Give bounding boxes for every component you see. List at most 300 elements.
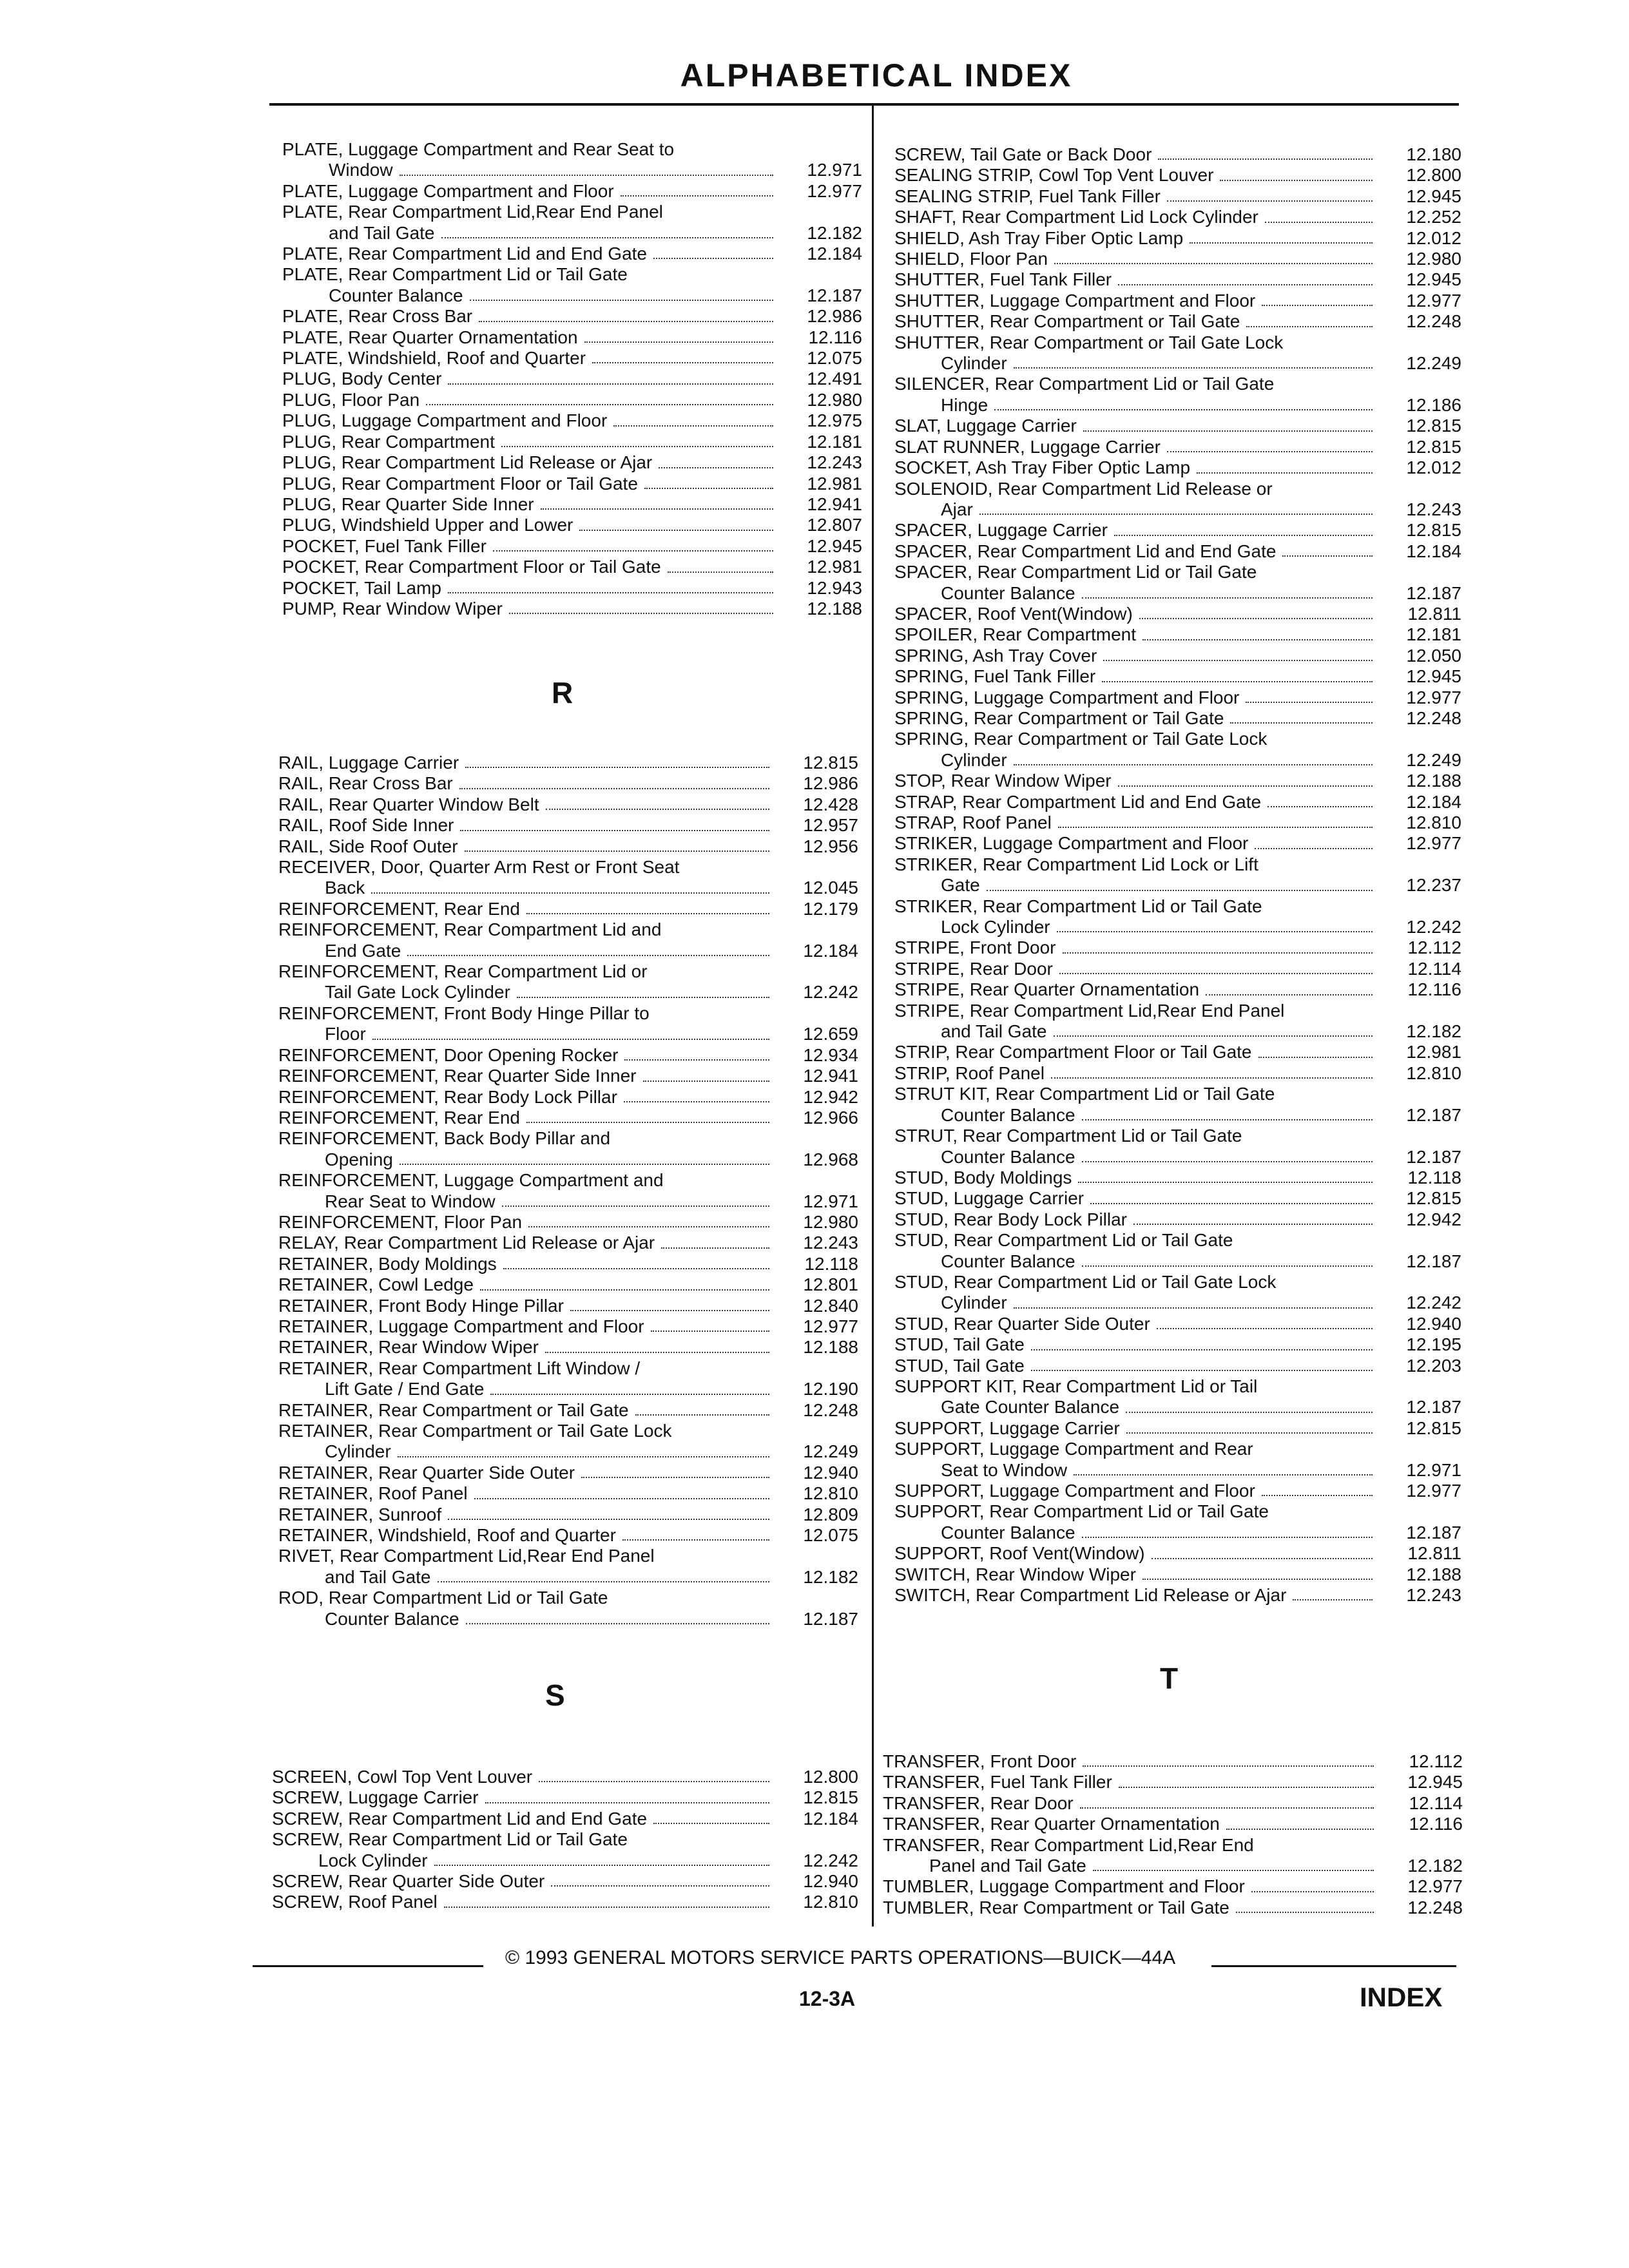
entry-text: REINFORCEMENT, Rear End	[278, 1107, 520, 1128]
entry-page-ref: 12.075	[803, 1525, 858, 1546]
entry-text: Counter Balance	[941, 1251, 1075, 1271]
entry-text: STUD, Tail Gate	[894, 1355, 1025, 1376]
entry-page-ref: 12.242	[1406, 917, 1461, 937]
index-entry	[278, 836, 858, 857]
entry-text: TRANSFER, Front Door	[883, 1751, 1077, 1771]
entry-text: SOLENOID, Rear Compartment Lid Release or	[894, 478, 1273, 499]
dot-leader	[1142, 624, 1373, 640]
entry-page-ref: 12.815	[1406, 1188, 1461, 1209]
dot-leader	[1262, 1481, 1373, 1496]
entry-page-ref: 12.180	[1406, 144, 1461, 164]
entry-text: RAIL, Roof Side Inner	[278, 815, 454, 836]
entry-text: POCKET, Tail Lamp	[282, 577, 441, 598]
entry-text: PUMP, Rear Window Wiper	[282, 598, 503, 619]
dot-leader	[1082, 583, 1373, 599]
dot-leader	[528, 1212, 769, 1227]
dot-leader	[1265, 207, 1373, 222]
entry-text: REINFORCEMENT, Rear Compartment Lid or	[278, 961, 648, 982]
dot-leader	[1133, 1209, 1373, 1225]
entry-text: SPACER, Rear Compartment Lid and End Gate	[894, 541, 1277, 561]
index-entry	[282, 306, 862, 327]
index-entry	[894, 729, 1461, 771]
index-entry	[282, 474, 862, 494]
entry-text: Opening	[325, 1149, 393, 1169]
entry-page-ref: 12.945	[1406, 186, 1461, 206]
dot-leader	[1293, 1585, 1373, 1600]
index-entry	[278, 1400, 858, 1421]
entry-page-ref: 12.977	[1406, 1481, 1461, 1501]
index-entry	[894, 228, 1461, 249]
entry-text: PLATE, Rear Quarter Ornamentation	[282, 327, 578, 347]
entry-text: End Gate	[325, 940, 401, 961]
index-entry	[278, 1463, 858, 1483]
dot-leader	[490, 1379, 769, 1394]
entry-page-ref: 12.249	[1406, 749, 1461, 770]
index-entry	[894, 1585, 1461, 1606]
entry-text: SHIELD, Floor Pan	[894, 249, 1048, 269]
entry-page-ref: 12.941	[803, 1066, 858, 1086]
index-entry	[894, 1209, 1461, 1230]
entry-text: PLATE, Rear Compartment Lid and End Gate	[282, 244, 647, 264]
entry-page-ref: 12.942	[803, 1086, 858, 1107]
index-entry	[278, 1087, 858, 1108]
entry-text: PLUG, Luggage Compartment and Floor	[282, 410, 608, 431]
index-entry	[282, 244, 862, 264]
entry-page-ref: 12.012	[1406, 227, 1461, 248]
entry-page-ref: 12.815	[803, 753, 858, 773]
dot-leader	[509, 599, 773, 614]
entry-page-ref: 12.116	[808, 327, 862, 347]
entry-page-ref: 12.195	[1406, 1334, 1461, 1355]
entry-page-ref: 12.945	[1406, 666, 1461, 687]
dot-leader	[1054, 1021, 1373, 1037]
dot-leader	[613, 410, 773, 426]
entry-page-ref: 12.807	[807, 515, 862, 535]
entry-page-ref: 12.977	[1407, 1876, 1463, 1897]
entry-page-ref: 12.810	[1406, 1062, 1461, 1083]
index-entry	[278, 1045, 858, 1066]
entry-text: STUD, Tail Gate	[894, 1334, 1025, 1355]
dot-leader	[1063, 937, 1373, 953]
entry-page-ref: 12.181	[1406, 624, 1461, 645]
index-entry	[278, 1316, 858, 1337]
entry-page-ref: 12.977	[803, 1316, 858, 1336]
index-entry	[282, 536, 862, 557]
entry-page-ref: 12.800	[1406, 165, 1461, 186]
entry-page-ref: 12.840	[803, 1295, 858, 1316]
dot-leader	[1152, 1543, 1373, 1559]
dot-leader	[653, 1809, 769, 1824]
entry-page-ref: 12.811	[1407, 603, 1461, 624]
index-entry	[272, 1871, 858, 1892]
entry-text: Floor	[325, 1024, 366, 1044]
entry-text: STRIKER, Luggage Compartment and Floor	[894, 833, 1249, 854]
index-entry	[278, 1525, 858, 1546]
index-entry	[894, 812, 1461, 833]
index-entry	[278, 1108, 858, 1128]
entry-page-ref: 12.237	[1406, 875, 1461, 896]
dot-leader	[1103, 646, 1373, 661]
dot-leader	[1258, 1042, 1373, 1057]
index-entry	[894, 291, 1461, 311]
entry-text: and Tail Gate	[325, 1566, 431, 1587]
entry-page-ref: 12.491	[807, 369, 862, 389]
entry-page-ref: 12.815	[1406, 1418, 1461, 1438]
entry-text: SHUTTER, Rear Compartment or Tail Gate Lock	[894, 332, 1284, 352]
dot-leader	[621, 181, 773, 197]
dot-leader	[570, 1296, 769, 1311]
index-entry	[894, 207, 1461, 227]
dot-leader	[438, 1567, 770, 1582]
entry-text: Counter Balance	[329, 285, 463, 305]
entry-text: STRIP, Rear Compartment Floor or Tail Gate	[894, 1042, 1252, 1062]
entry-page-ref: 12.243	[1406, 499, 1461, 519]
dot-leader	[1054, 249, 1373, 264]
index-entry	[282, 452, 862, 473]
entry-text: SHUTTER, Luggage Compartment and Floor	[894, 290, 1256, 311]
index-entry	[894, 1501, 1461, 1543]
dot-leader	[444, 1892, 769, 1907]
index-entry	[894, 1084, 1461, 1126]
section-heading-s: S	[545, 1678, 565, 1712]
index-entry	[282, 494, 862, 515]
dot-leader	[371, 878, 769, 893]
index-entry	[282, 181, 862, 202]
entry-text: SCREW, Luggage Carrier	[272, 1787, 479, 1808]
entry-text: RAIL, Rear Quarter Window Belt	[278, 794, 539, 814]
entry-text: STRAP, Rear Compartment Lid and End Gate	[894, 791, 1262, 812]
entry-page-ref: 12.428	[803, 794, 858, 814]
index-entry	[883, 1793, 1463, 1814]
entry-page-ref: 12.977	[807, 180, 862, 201]
dot-leader	[1282, 541, 1373, 557]
entry-text: RELAY, Rear Compartment Lid Release or Ajar	[278, 1233, 655, 1253]
entry-text: SCREW, Rear Compartment Lid or Tail Gate	[272, 1829, 628, 1850]
entry-text: PLUG, Rear Quarter Side Inner	[282, 494, 534, 514]
entry-text: SPRING, Rear Compartment or Tail Gate Lock	[894, 729, 1268, 749]
index-entry	[278, 1483, 858, 1504]
entry-page-ref: 12.184	[1406, 541, 1461, 561]
entry-page-ref: 12.809	[803, 1504, 858, 1524]
entry-page-ref: 12.977	[1406, 833, 1461, 854]
dot-leader	[502, 1191, 769, 1207]
dot-leader	[579, 515, 773, 530]
entry-page-ref: 12.971	[807, 160, 862, 180]
index-entry	[894, 437, 1461, 457]
index-entry	[278, 815, 858, 836]
entry-text: PLATE, Rear Cross Bar	[282, 306, 473, 327]
dot-leader	[1220, 165, 1373, 180]
entry-page-ref: 12.045	[803, 878, 858, 898]
entry-text: REINFORCEMENT, Door Opening Rocker	[278, 1044, 619, 1065]
entry-text: TRANSFER, Rear Compartment Lid,Rear End	[883, 1834, 1254, 1855]
entry-page-ref: 12.243	[803, 1233, 858, 1253]
entry-text: RETAINER, Body Moldings	[278, 1253, 497, 1274]
index-entry	[894, 269, 1461, 290]
entry-page-ref: 12.248	[1407, 1897, 1463, 1917]
dot-leader	[1126, 1418, 1373, 1434]
index-entry	[894, 624, 1461, 645]
dot-leader	[1082, 1105, 1373, 1120]
index-entry	[278, 1128, 858, 1170]
entry-page-ref: 12.810	[803, 1892, 858, 1912]
index-entry	[894, 1188, 1461, 1209]
entry-page-ref: 12.188	[807, 598, 862, 619]
entry-page-ref: 12.986	[807, 306, 862, 327]
entry-text: STRIP, Roof Panel	[894, 1062, 1045, 1083]
index-entry	[894, 1376, 1461, 1418]
entry-page-ref: 12.249	[1406, 353, 1461, 374]
entry-text: RETAINER, Windshield, Roof and Quarter	[278, 1525, 616, 1546]
index-entry	[272, 1767, 858, 1787]
entry-page-ref: 12.012	[1406, 457, 1461, 478]
section-heading-t: T	[1160, 1662, 1179, 1695]
entry-text: TRANSFER, Rear Door	[883, 1792, 1074, 1813]
entry-page-ref: 12.187	[1406, 582, 1461, 603]
index-entry	[894, 854, 1461, 896]
dot-leader	[1268, 792, 1373, 807]
dot-leader	[1102, 666, 1373, 682]
entry-text: and Tail Gate	[941, 1021, 1047, 1042]
dot-leader	[474, 1483, 769, 1499]
entry-page-ref: 12.188	[1406, 1564, 1461, 1584]
dot-leader	[465, 753, 769, 768]
dot-leader	[622, 1525, 769, 1541]
entry-page-ref: 12.801	[803, 1274, 858, 1295]
entry-text: RETAINER, Front Body Hinge Pillar	[278, 1295, 564, 1316]
index-entry	[894, 144, 1461, 165]
entry-page-ref: 12.977	[1406, 290, 1461, 311]
entry-page-ref: 12.118	[1407, 1167, 1461, 1187]
dot-leader	[1082, 1523, 1373, 1538]
entry-page-ref: 12.980	[807, 389, 862, 410]
index-entry	[894, 1334, 1461, 1355]
entry-page-ref: 12.945	[807, 535, 862, 556]
entry-page-ref: 12.815	[1406, 436, 1461, 457]
entry-text: STOP, Rear Window Wiper	[894, 771, 1112, 791]
index-entry	[278, 1170, 858, 1212]
index-entry	[282, 139, 862, 181]
dot-leader	[400, 160, 773, 175]
dot-leader	[1118, 771, 1373, 786]
entry-text: SPOILER, Rear Compartment	[894, 624, 1137, 645]
entry-page-ref: 12.986	[803, 773, 858, 794]
dot-leader	[541, 494, 773, 510]
entry-page-ref: 12.945	[1406, 269, 1461, 290]
dot-leader	[448, 1504, 769, 1520]
entry-text: REINFORCEMENT, Back Body Pillar and	[278, 1128, 611, 1149]
dot-leader	[1190, 228, 1373, 244]
index-entry	[894, 646, 1461, 666]
dot-leader	[635, 1400, 769, 1416]
entry-text: SPACER, Roof Vent(Window)	[894, 603, 1133, 624]
dot-leader	[1051, 1063, 1373, 1079]
entry-page-ref: 12.114	[1409, 1792, 1463, 1813]
dot-leader	[1074, 1460, 1373, 1475]
index-entry	[278, 773, 858, 794]
dot-leader	[1236, 1898, 1374, 1913]
entry-page-ref: 12.182	[803, 1566, 858, 1587]
dot-leader	[661, 1233, 769, 1248]
index-entry	[883, 1751, 1463, 1772]
entry-text: SUPPORT, Luggage Compartment and Rear	[894, 1439, 1253, 1459]
index-entry	[894, 604, 1461, 624]
dot-leader	[1206, 979, 1373, 995]
index-entry	[894, 541, 1461, 562]
entry-text: TRANSFER, Rear Quarter Ornamentation	[883, 1814, 1220, 1834]
dot-leader	[653, 244, 773, 259]
index-entry	[278, 1546, 858, 1588]
dot-leader	[1059, 959, 1373, 974]
dot-leader	[398, 1441, 769, 1457]
index-entry	[278, 1588, 858, 1629]
index-entry	[282, 578, 862, 599]
entry-text: STUD, Luggage Carrier	[894, 1188, 1084, 1209]
entry-text: Counter Balance	[941, 1146, 1075, 1167]
dot-leader	[1126, 1397, 1373, 1412]
index-entry	[894, 1042, 1461, 1062]
dot-leader	[1057, 917, 1373, 932]
index-entry	[278, 794, 858, 815]
dot-leader	[659, 452, 773, 468]
entry-page-ref: 12.184	[807, 244, 862, 264]
entry-page-ref: 12.112	[1407, 937, 1461, 958]
entry-text: Cylinder	[941, 749, 1007, 770]
entry-page-ref: 12.182	[807, 222, 862, 243]
dot-leader	[470, 285, 773, 301]
index-entry	[278, 1358, 858, 1400]
index-entry	[282, 599, 862, 619]
entry-text: STRUT, Rear Compartment Lid or Tail Gate	[894, 1126, 1242, 1146]
index-entry	[894, 374, 1461, 416]
entry-text: SLAT RUNNER, Luggage Carrier	[894, 436, 1161, 457]
index-entry	[282, 348, 862, 369]
entry-text: SEALING STRIP, Fuel Tank Filler	[894, 186, 1161, 206]
entry-text: Panel and Tail Gate	[929, 1856, 1086, 1876]
footer-copyright: © 1993 GENERAL MOTORS SERVICE PARTS OPERATIONS—BUICK—44A	[505, 1947, 1176, 1968]
entry-page-ref: 12.203	[1406, 1355, 1461, 1376]
entry-text: Cylinder	[325, 1441, 391, 1462]
entry-text: STRIPE, Rear Door	[894, 958, 1053, 979]
index-entry	[282, 432, 862, 452]
entry-text: Ajar	[941, 499, 973, 519]
index-entry	[278, 1212, 858, 1233]
dot-leader	[434, 1850, 769, 1866]
entry-page-ref: 12.966	[803, 1107, 858, 1128]
entry-page-ref: 12.190	[803, 1379, 858, 1399]
index-entry	[894, 311, 1461, 332]
entry-text: PLATE, Rear Compartment Lid or Tail Gate	[282, 264, 628, 285]
entry-text: SUPPORT, Luggage Carrier	[894, 1418, 1120, 1438]
dot-leader	[1142, 1564, 1373, 1580]
entry-page-ref: 12.187	[1406, 1522, 1461, 1542]
index-entry	[894, 1063, 1461, 1084]
entry-page-ref: 12.980	[1406, 249, 1461, 269]
index-entry	[894, 771, 1461, 791]
entry-text: Lift Gate / End Gate	[325, 1379, 485, 1399]
dot-leader	[466, 1609, 769, 1624]
entry-text: STRIPE, Rear Compartment Lid,Rear End Panel	[894, 1000, 1285, 1021]
dot-leader	[526, 1108, 769, 1123]
dot-leader	[1139, 604, 1373, 619]
index-entry	[282, 390, 862, 410]
entry-text: Rear Seat to Window	[325, 1191, 496, 1211]
index-entry	[278, 961, 858, 1003]
index-entry	[282, 410, 862, 431]
entry-text: RAIL, Side Roof Outer	[278, 836, 458, 856]
entry-text: SWITCH, Rear Window Wiper	[894, 1564, 1136, 1584]
entry-text: PLUG, Windshield Upper and Lower	[282, 515, 574, 535]
index-entry	[894, 1356, 1461, 1376]
dot-leader	[551, 1871, 769, 1887]
entry-page-ref: 12.957	[803, 815, 858, 836]
entry-text: REINFORCEMENT, Luggage Compartment and	[278, 1170, 664, 1191]
entry-text: PLUG, Body Center	[282, 369, 442, 389]
entry-text: SOCKET, Ash Tray Fiber Optic Lamp	[894, 457, 1191, 478]
entry-text: Gate Counter Balance	[941, 1397, 1120, 1418]
entry-page-ref: 12.050	[1406, 645, 1461, 666]
index-entry	[894, 708, 1461, 729]
dot-leader	[501, 432, 773, 447]
dot-leader	[994, 395, 1373, 410]
index-entry	[894, 1314, 1461, 1334]
index-entry	[894, 979, 1461, 1000]
footer-rule-right	[1211, 1965, 1456, 1967]
index-entry	[278, 1337, 858, 1358]
entry-text: STRIPE, Front Door	[894, 937, 1056, 958]
entry-text: and Tail Gate	[329, 222, 435, 243]
entry-text: RETAINER, Rear Compartment Lift Window /	[278, 1358, 641, 1378]
entry-text: SHUTTER, Rear Compartment or Tail Gate	[894, 311, 1240, 332]
entry-page-ref: 12.075	[807, 348, 862, 369]
entry-page-ref: 12.981	[807, 557, 862, 577]
index-entry	[894, 937, 1461, 958]
entry-text: Counter Balance	[941, 582, 1075, 603]
entry-page-ref: 12.968	[803, 1149, 858, 1169]
entry-page-ref: 12.179	[803, 898, 858, 919]
entry-text: RETAINER, Luggage Compartment and Floor	[278, 1316, 644, 1336]
entry-page-ref: 12.187	[803, 1608, 858, 1629]
index-entry	[894, 833, 1461, 854]
index-entry	[894, 1564, 1461, 1585]
entry-text: Counter Balance	[941, 1104, 1075, 1125]
index-entry	[272, 1829, 858, 1871]
dot-leader	[979, 499, 1373, 515]
dot-leader	[1226, 1814, 1374, 1829]
index-column-right	[894, 144, 1461, 1606]
entry-text: STRIKER, Rear Compartment Lid Lock or Lift	[894, 854, 1258, 874]
entry-page-ref: 12.186	[1406, 394, 1461, 415]
entry-text: SWITCH, Rear Compartment Lid Release or Ajar	[894, 1585, 1287, 1606]
dot-leader	[546, 794, 769, 810]
index-entry	[282, 515, 862, 535]
entry-page-ref: 12.184	[1406, 791, 1461, 812]
entry-page-ref: 12.943	[807, 577, 862, 598]
entry-text: SUPPORT, Rear Compartment Lid or Tail Gate	[894, 1501, 1269, 1522]
entry-page-ref: 12.182	[1407, 1856, 1463, 1876]
index-entry	[894, 1439, 1461, 1481]
entry-page-ref: 12.242	[1406, 1293, 1461, 1313]
dot-leader	[485, 1787, 769, 1803]
index-entry	[894, 165, 1461, 186]
entry-text: REINFORCEMENT, Rear Quarter Side Inner	[278, 1066, 637, 1086]
index-entry	[282, 202, 862, 244]
index-column-left-s	[272, 1767, 858, 1913]
entry-text: SCREEN, Cowl Top Vent Louver	[272, 1767, 533, 1787]
dot-leader	[400, 1149, 769, 1165]
dot-leader	[1090, 1188, 1373, 1204]
dot-leader	[479, 306, 773, 322]
